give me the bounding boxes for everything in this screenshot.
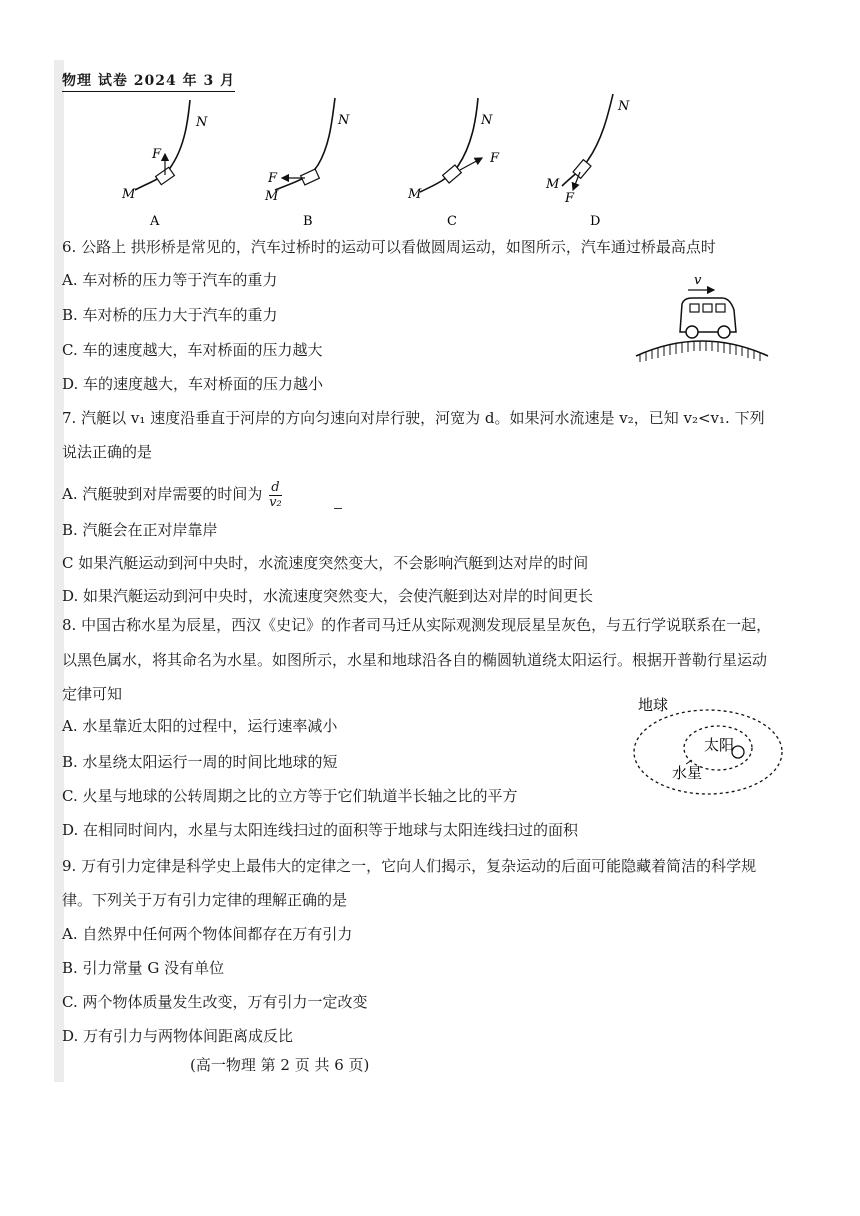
car-icon [680,298,736,338]
figure-b-force: F [268,171,278,186]
q7-option-d: D. 如果汽艇运动到河中央时，水流速度突然变大，会使汽艇到达对岸的时间更长 [62,587,594,605]
figure-c-letter: C [447,214,457,229]
figure-c-m: M [408,187,422,202]
figure-b [264,98,350,229]
q7-stem-line2: 说法正确的是 [62,443,153,461]
sun-label: 太阳 [704,736,735,754]
page-footer: (高一物理 第 2 页 共 6 页) [190,1056,370,1074]
figure-a [121,100,208,229]
figure-b-m: M [265,189,279,204]
q8-stem-line3: 定律可知 [62,685,123,703]
q6-option-b: B. 车对桥的压力大于汽车的重力 [62,306,278,324]
orbit-figure [628,688,788,800]
q9-option-c: C. 两个物体质量发生改变，万有引力一定改变 [62,993,368,1011]
q7-option-a-text: A. 汽艇驶到对岸需要的时间为 [62,485,263,503]
fraction-numerator: d [269,481,282,496]
q8-stem-line2: 以黑色属水，将其命名为水星。如图所示，水星和地球沿各自的椭圆轨道绕太阳运行。根据开普勒行星运动 [62,651,768,669]
q8-stem-line1: 8. 中国古称水星为辰星，西汉《史记》的作者司马迁从实际观测发现辰星呈灰色，与五行学说联系在一起， [62,616,772,634]
arch-bridge-figure [632,270,772,365]
q9-option-a: A. 自然界中任何两个物体间都存在万有引力 [62,925,353,943]
figure-a-n: N [196,115,208,130]
q9-stem-line2: 律。下列关于万有引力定律的理解正确的是 [62,891,348,909]
q6-option-c: C. 车的速度越大，车对桥面的压力越大 [62,341,323,359]
figure-a-force: F [152,147,162,162]
velocity-label: v [694,273,702,288]
q9-option-b: B. 引力常量 G 没有单位 [62,959,225,977]
fraction-denominator: v₂ [269,494,282,510]
q7-stem-line1: 7. 汽艇以 v₁ 速度沿垂直于河岸的方向匀速向对岸行驶，河宽为 d。如果河水流速是 v₂，已知 v₂<v₁. 下列 [62,409,765,427]
figure-a-m: M [122,187,136,202]
q7-option-a [62,476,282,512]
stray-mark [334,508,342,509]
figure-c-force: F [490,151,500,166]
q9-stem-line1: 9. 万有引力定律是科学史上最伟大的定律之一，它向人们揭示，复杂运动的后面可能隐藏着简洁的科学规 [62,857,757,875]
q7-option-c: C 如果汽艇运动到河中央时，水流速度突然变大，不会影响汽艇到达对岸的时间 [62,554,589,572]
figure-b-letter: B [303,214,313,229]
q8-option-a: A. 水星靠近太阳的过程中，运行速率减小 [62,717,338,735]
q8-option-c: C. 火星与地球的公转周期之比的立方等于它们轨道半长轴之比的平方 [62,787,518,805]
q9-option-d: D. 万有引力与两物体间距离成反比 [62,1027,294,1045]
mercury-label: 水星 [672,764,703,782]
q8-option-d: D. 在相同时间内，水星与太阳连线扫过的面积等于地球与太阳连线扫过的面积 [62,821,579,839]
q6-stem: 6. 公路上 拱形桥是常见的，汽车过桥时的运动可以看做圆周运动，如图所示，汽车通过桥最高点时 [62,238,716,256]
figure-d-n: N [618,99,630,114]
figure-d [545,94,630,229]
page-header: 物理 试卷 2024 年 3 月 [62,70,235,92]
figure-d-m: M [546,177,560,192]
figure-d-force: F [565,191,575,206]
q6-option-d: D. 车的速度越大，车对桥面的压力越小 [62,375,324,393]
figure-d-letter: D [590,214,601,229]
figure-c [407,98,500,229]
figure-a-letter: A [150,214,160,229]
q8-option-b: B. 水星绕太阳运行一周的时间比地球的短 [62,753,338,771]
q7-option-b: B. 汽艇会在正对岸靠岸 [62,521,218,539]
figure-c-n: N [481,113,493,128]
curve-motion-figures [110,90,650,230]
time-fraction [269,481,282,510]
earth-label: 地球 [638,696,669,714]
q6-option-a: A. 车对桥的压力等于汽车的重力 [62,271,278,289]
figure-b-n: N [338,113,350,128]
